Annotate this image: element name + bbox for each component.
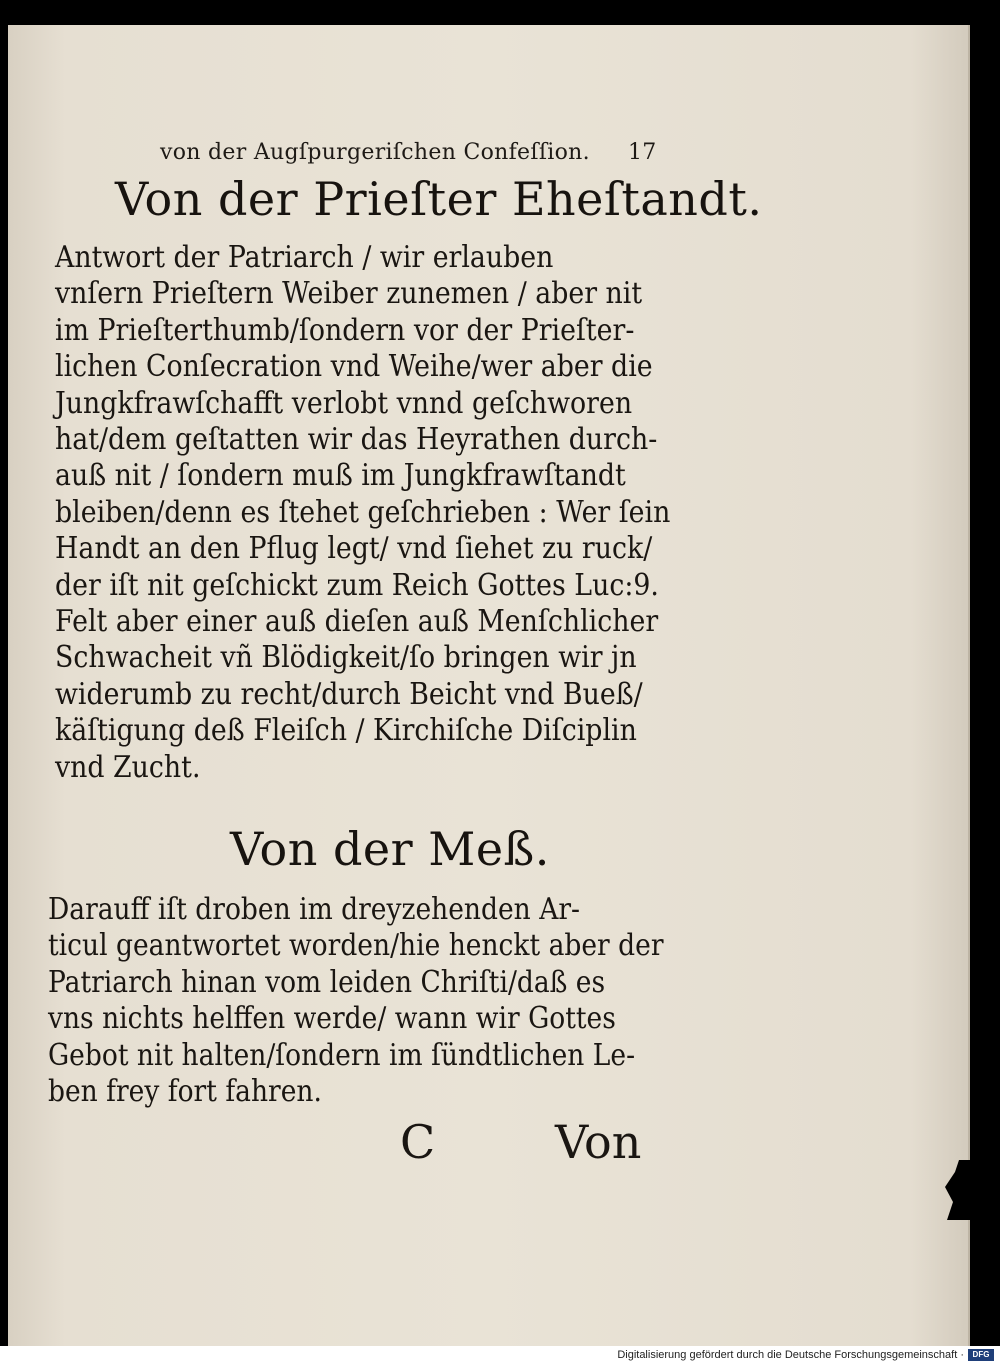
text-line: vnſern Prieſtern Weiber zunemen / aber nit bbox=[55, 276, 643, 312]
section-heading-marriage: Von der Prieſter Eheſtandt. bbox=[115, 172, 763, 226]
text-line: Darauff iſt droben im dreyzehenden Ar- bbox=[48, 892, 580, 927]
text-line: ticul geantwortet worden/hie henckt aber der bbox=[48, 928, 664, 964]
digitization-footer bbox=[0, 1346, 1000, 1364]
text-line: Gebot nit halten/ſondern im ſündtlichen Le- bbox=[48, 1037, 636, 1073]
paragraph-mass bbox=[48, 892, 744, 1110]
text-line: Antwort der Patriarch / wir erlauben bbox=[55, 240, 554, 275]
text-line: Patriarch hinan vom leiden Chriſti/daß es bbox=[48, 964, 606, 1000]
text-line: lichen Conſecration vnd Weihe/wer aber die bbox=[55, 349, 653, 385]
folio-number: 17 bbox=[628, 140, 657, 165]
text-line: widerumb zu recht/durch Beicht vnd Bueß/ bbox=[55, 676, 643, 712]
text-line: ben frey fort fahren. bbox=[48, 1074, 322, 1110]
text-line: bleiben/denn es ſtehet geſchrieben : Wer ſein bbox=[55, 494, 671, 530]
text-line: auß nit / ſondern muß im Jungkfrawſtandt bbox=[55, 458, 626, 494]
section-heading-mass: Von der Meß. bbox=[230, 822, 550, 876]
running-head-title: von der Augſpurgeriſchen Confeſſion. bbox=[160, 140, 590, 165]
text-line: im Prieſterthumb/ſondern vor der Prieſter- bbox=[55, 312, 635, 348]
text-line: Schwacheit vñ Blödigkeit/ſo bringen wir jn bbox=[55, 640, 637, 676]
text-line: der iſt nit geſchickt zum Reich Gottes Luc:9. bbox=[55, 567, 659, 603]
catchword: Von bbox=[555, 1115, 642, 1169]
text-line: Jungkfrawſchafft verlobt vnnd geſchworen bbox=[55, 385, 633, 421]
running-head bbox=[160, 140, 660, 165]
text-line: Handt an den Pflug legt/ vnd ſiehet zu ruck/ bbox=[55, 531, 653, 567]
text-line: vnd Zucht. bbox=[55, 749, 201, 785]
signature-mark: C bbox=[400, 1115, 436, 1169]
footer-credit: Digitalisierung gefördert durch die Deutsche Forschungsgemeinschaft · bbox=[617, 1349, 964, 1361]
text-line: hat/dem geſtatten wir das Heyrathen durch- bbox=[55, 422, 658, 458]
text-line: Felt aber einer auß dieſen auß Menſchlicher bbox=[55, 604, 659, 640]
dfg-logo: DFG bbox=[968, 1349, 994, 1361]
paragraph-marriage bbox=[55, 240, 744, 786]
text-line: vns nichts helffen werde/ wann wir Gottes bbox=[48, 1001, 616, 1037]
text-line: käſtigung deß Fleiſch / Kirchiſche Diſciplin bbox=[55, 713, 637, 749]
